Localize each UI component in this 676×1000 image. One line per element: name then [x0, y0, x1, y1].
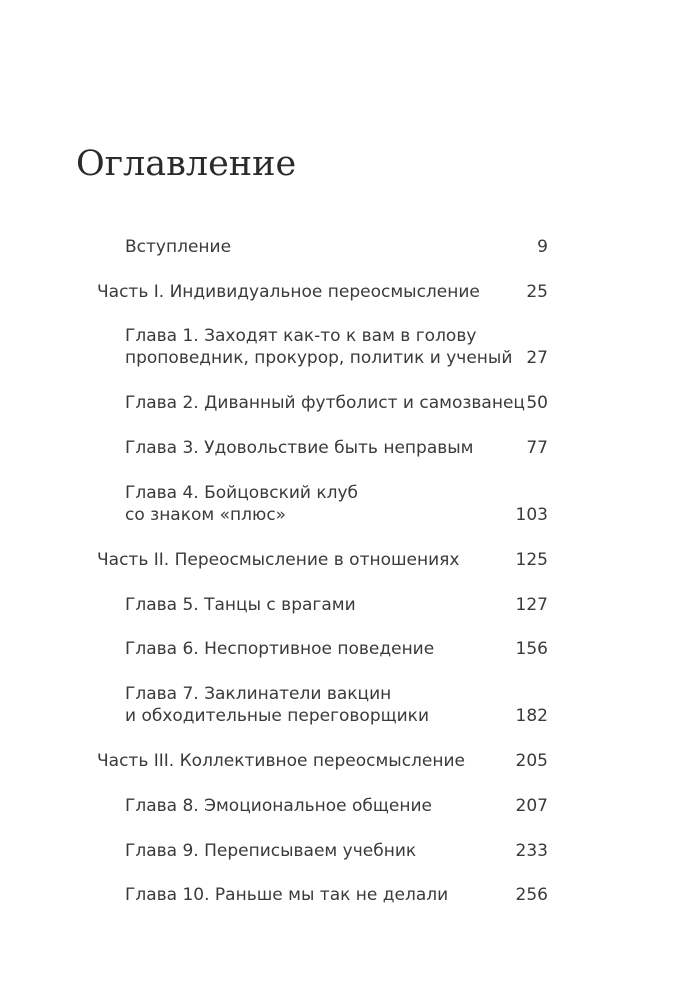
toc-page-number: 182 — [515, 706, 548, 726]
toc-page-number: 125 — [515, 550, 548, 570]
toc-page-number: 77 — [526, 438, 548, 458]
toc-entry-label: Глава 3. Удовольствие быть неправым — [125, 438, 474, 458]
toc-entry-label: Глава 2. Диванный футболист и самозванец — [125, 393, 525, 413]
toc-page-number: 233 — [515, 841, 548, 861]
toc-entry-part-1 — [97, 281, 480, 303]
toc-entry-label: Часть II. Переосмысление в отношениях — [97, 550, 460, 570]
toc-page-number: 27 — [526, 348, 548, 368]
toc-entry-label-continued: со знаком «плюс» — [125, 505, 287, 525]
toc-entry-chapter-4 — [125, 482, 358, 526]
toc-entry-chapter-2 — [125, 392, 525, 414]
toc-entry-label: Глава 4. Бойцовский клуб — [125, 483, 359, 503]
toc-entry-chapter-6 — [125, 638, 434, 660]
toc-entry-label-continued: проповедник, прокурор, политик и ученый — [125, 348, 513, 368]
toc-page-number: 205 — [515, 751, 548, 771]
toc-entry-chapter-7 — [125, 683, 429, 727]
toc-page-number: 256 — [515, 885, 548, 905]
toc-entry-label: Часть III. Коллективное переосмысление — [97, 751, 465, 771]
toc-entry-part-3 — [97, 750, 465, 772]
toc-page-number: 50 — [526, 393, 548, 413]
toc-entry-label: Глава 5. Танцы с врагами — [125, 595, 356, 615]
toc-entry-label: Глава 1. Заходят как-то к вам в голову — [125, 326, 477, 346]
toc-entry-label-continued: и обходительные переговорщики — [125, 706, 429, 726]
toc-page-number: 25 — [526, 282, 548, 302]
toc-entry-label: Глава 10. Раньше мы так не делали — [125, 885, 449, 905]
toc-page-number: 207 — [515, 796, 548, 816]
toc-entry-chapter-10 — [125, 884, 448, 906]
toc-entry-chapter-5 — [125, 594, 356, 616]
toc-page-number: 103 — [515, 505, 548, 525]
toc-entry-label: Глава 9. Переписываем учебник — [125, 841, 417, 861]
toc-entry-chapter-3 — [125, 437, 474, 459]
page-title: Оглавление — [76, 144, 297, 184]
toc-entry-label: Вступление — [125, 237, 232, 257]
toc-entry-chapter-8 — [125, 795, 432, 817]
toc-page-number: 156 — [515, 639, 548, 659]
toc-entry-chapter-9 — [125, 840, 416, 862]
toc-entry-label: Часть I. Индивидуальное переосмысление — [97, 282, 480, 302]
toc-entry-label: Глава 8. Эмоциональное общение — [125, 796, 433, 816]
toc-page-number: 127 — [515, 595, 548, 615]
toc-entry-label: Глава 7. Заклинатели вакцин — [125, 684, 392, 704]
toc-entry-label: Глава 6. Неспортивное поведение — [125, 639, 435, 659]
toc-entry-introduction — [125, 236, 231, 258]
toc-entry-part-2 — [97, 549, 459, 571]
toc-entry-chapter-1 — [125, 325, 512, 369]
toc-page-number: 9 — [537, 237, 548, 257]
